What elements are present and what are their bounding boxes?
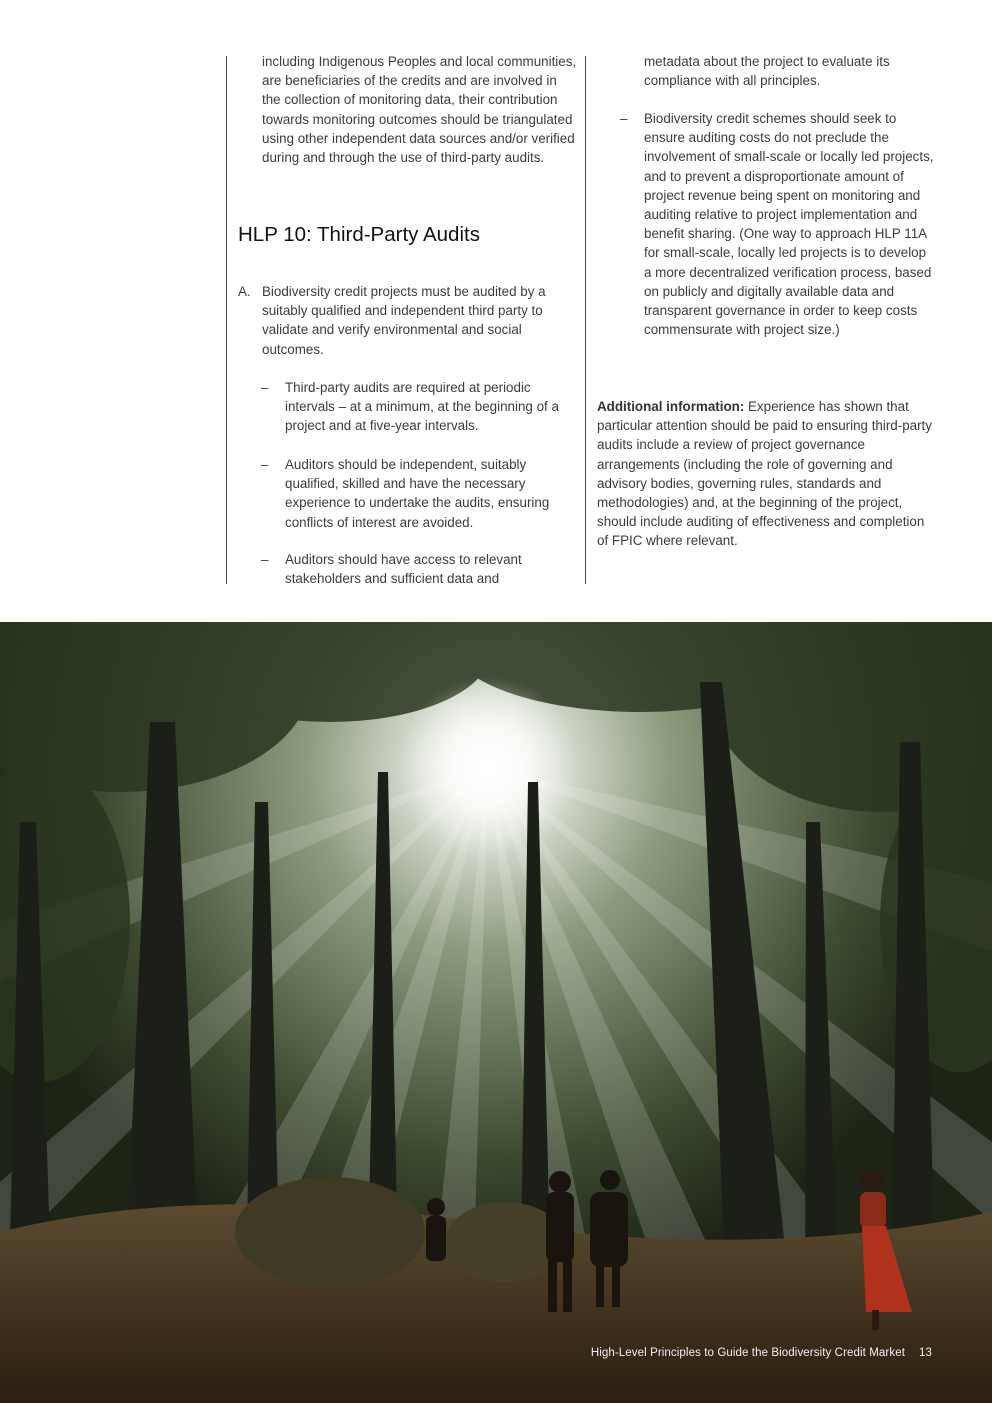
item-a	[238, 282, 578, 359]
forest-photo	[0, 622, 992, 1403]
right-column-continuation	[644, 52, 936, 90]
page-number: 13	[919, 1347, 932, 1359]
bullet-2-text: Auditors should be independent, suitably qualified, skilled and have the necessary experience to undertake the audits, ensuring conflicts of interest are avoided.	[285, 457, 550, 530]
bullet-1-dash: –	[261, 380, 269, 395]
page-footer	[591, 1347, 932, 1359]
left-column-rule	[226, 56, 227, 584]
bullet-3-dash: –	[261, 552, 269, 567]
additional-information	[597, 397, 937, 551]
item-a-marker: A.	[238, 284, 251, 299]
item-a-text: Biodiversity credit projects must be audited by a suitably qualified and independent third party to validate and verify environmental and social outcomes.	[262, 284, 546, 357]
bullet-2-dash: –	[261, 457, 269, 472]
bullet-1-text: Third-party audits are required at periodic intervals – at a minimum, at the beginning of a project and at five-year intervals.	[285, 380, 559, 434]
left-column-intro	[262, 52, 578, 167]
additional-information-text: Experience has shown that particular attention should be paid to ensuring third-party audits include a review of project governance arrangements (including the role of governing and advisory bodies, governing rules, standards and methodologies) and, at the beginning of the project, should include auditing of effectiveness and completion of FPIC where relevant.	[597, 399, 932, 549]
bullet-2	[261, 455, 578, 532]
right-bullet-dash: –	[620, 111, 628, 126]
bullet-1	[261, 378, 578, 436]
footer-title: High-Level Principles to Guide the Biodiversity Credit Market	[590, 1347, 905, 1359]
center-column-rule	[585, 56, 586, 584]
right-continuation-paragraph: metadata about the project to evaluate its compliance with all principles.	[644, 54, 890, 89]
right-bullet-text: Biodiversity credit schemes should seek to ensure auditing costs do not preclude the involvement of small-scale or locally led projects, and to prevent a disproportionate amount of project revenue being spent on monitoring and auditing relative to project implementation and benefit sharing. (One way to approach HLP 11A for small-scale, locally led projects is to develop a more decentralized verification process, based on publicly and digitally available data and transparent governance in order to keep costs commensurate with project size.)	[644, 111, 934, 338]
intro-continuation-paragraph: including Indigenous Peoples and local communities, are beneficiaries of the credits and are involved in the collection of monitoring data, their contribution towards monitoring outcomes should be triangulated using other independent data sources and/or verified during and through the use of third-party audits.	[262, 54, 577, 166]
section-heading: HLP 10: Third-Party Audits	[238, 223, 480, 246]
bullet-3	[261, 550, 578, 588]
additional-information-label: Additional information:	[597, 399, 745, 414]
bullet-3-text: Auditors should have access to relevant stakeholders and sufficient data and	[285, 552, 522, 587]
right-bullet	[620, 109, 936, 339]
